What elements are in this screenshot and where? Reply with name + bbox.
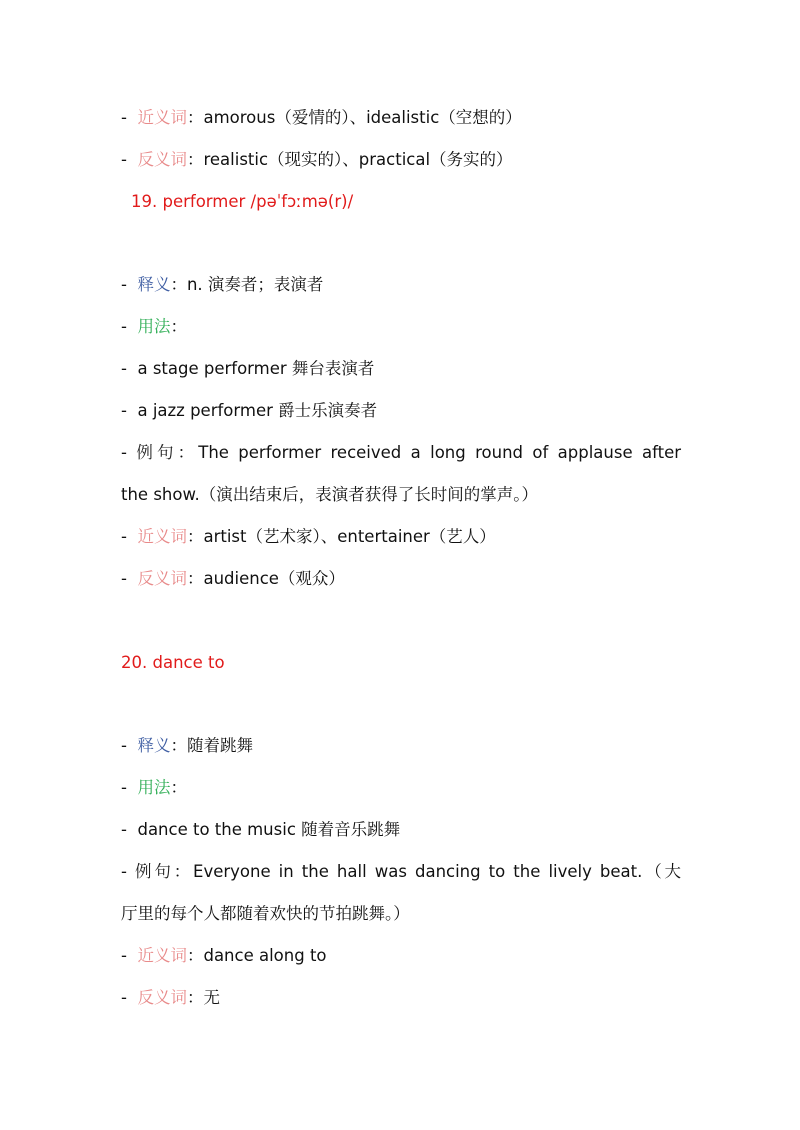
- entry-20-usage-item: [121, 818, 681, 842]
- bullet-dash: -: [121, 946, 127, 965]
- entry-19-heading: 19. performer /pəˈfɔːmə(r)/: [131, 192, 354, 211]
- antonym-text: 无: [203, 988, 220, 1007]
- antonym-label: 反义词: [137, 988, 187, 1007]
- bullet-dash: -: [121, 150, 127, 169]
- usage-text: a stage performer 舞台表演者: [137, 359, 375, 378]
- colon: ：: [170, 275, 187, 294]
- bullet-dash: -: [121, 443, 127, 462]
- antonym-label: 反义词: [137, 569, 187, 588]
- entry-19-usage-heading: [121, 315, 681, 339]
- definition-label: 释义: [137, 275, 171, 294]
- definition-text: n. 演奏者；表演者: [186, 275, 324, 294]
- entry-19-usage-item: [121, 399, 681, 423]
- prev-synonyms-line: [121, 106, 681, 130]
- entry-20-definition-line: [121, 734, 681, 758]
- usage-label: 用法: [137, 778, 171, 797]
- entry-20-usage-heading: [121, 776, 681, 800]
- entry-19-antonyms-line: [121, 567, 681, 591]
- antonym-text: audience（观众）: [203, 569, 345, 588]
- entry-20-example-line-2: 厅里的每个人都随着欢快的节拍跳舞。）: [121, 904, 410, 923]
- synonym-text: amorous（爱情的）、idealistic（空想的）: [203, 108, 522, 127]
- bullet-dash: -: [121, 736, 127, 755]
- colon: ：: [170, 736, 187, 755]
- entry-19-usage-item: [121, 357, 681, 381]
- usage-text: dance to the music 随着音乐跳舞: [137, 820, 401, 839]
- definition-label: 释义: [137, 736, 171, 755]
- example-label: 例句: [135, 862, 174, 881]
- colon: ：: [186, 527, 204, 546]
- entry-20-example-line-1: [121, 860, 681, 884]
- definition-text: 随着跳舞: [186, 736, 253, 755]
- example-text: Everyone in the hall was dancing to the lively beat.（大: [193, 862, 682, 881]
- usage-label: 用法: [137, 317, 171, 336]
- bullet-dash: -: [121, 988, 127, 1007]
- entry-19-definition-line: [121, 273, 681, 297]
- entry-19-synonyms-line: [121, 525, 681, 549]
- colon: ：: [186, 150, 204, 169]
- colon: ：: [177, 443, 199, 462]
- bullet-dash: -: [121, 108, 127, 127]
- usage-text: a jazz performer 爵士乐演奏者: [137, 401, 378, 420]
- synonym-label: 近义词: [137, 527, 187, 546]
- example-text: The performer received a long round of applause after: [198, 443, 682, 462]
- entry-20-antonyms-line: [121, 986, 681, 1010]
- colon: ：: [186, 569, 204, 588]
- bullet-dash: -: [121, 778, 127, 797]
- antonym-text: realistic（现实的）、practical（务实的）: [203, 150, 513, 169]
- colon: ：: [186, 108, 204, 127]
- colon: ：: [170, 778, 187, 797]
- synonym-text: artist（艺术家）、entertainer（艺人）: [203, 527, 496, 546]
- entry-20-synonyms-line: [121, 944, 681, 968]
- bullet-dash: -: [121, 820, 127, 839]
- bullet-dash: -: [121, 317, 127, 336]
- colon: ：: [170, 317, 187, 336]
- example-label: 例句: [136, 443, 178, 462]
- entry-20-heading: 20. dance to: [121, 653, 225, 672]
- bullet-dash: -: [121, 527, 127, 546]
- colon: ：: [186, 988, 204, 1007]
- bullet-dash: -: [121, 359, 127, 378]
- bullet-dash: -: [121, 275, 127, 294]
- prev-antonyms-line: [121, 148, 681, 172]
- colon: ：: [186, 946, 204, 965]
- bullet-dash: -: [121, 569, 127, 588]
- antonym-label: 反义词: [137, 150, 187, 169]
- entry-19-example-line-1: [121, 441, 681, 465]
- synonym-label: 近义词: [137, 946, 187, 965]
- bullet-dash: -: [121, 401, 127, 420]
- bullet-dash: -: [121, 862, 127, 881]
- synonym-text: dance along to: [203, 946, 327, 965]
- entry-19-example-line-2: the show.（演出结束后，表演者获得了长时间的掌声。）: [121, 485, 538, 504]
- colon: ：: [173, 862, 194, 881]
- synonym-label: 近义词: [137, 108, 187, 127]
